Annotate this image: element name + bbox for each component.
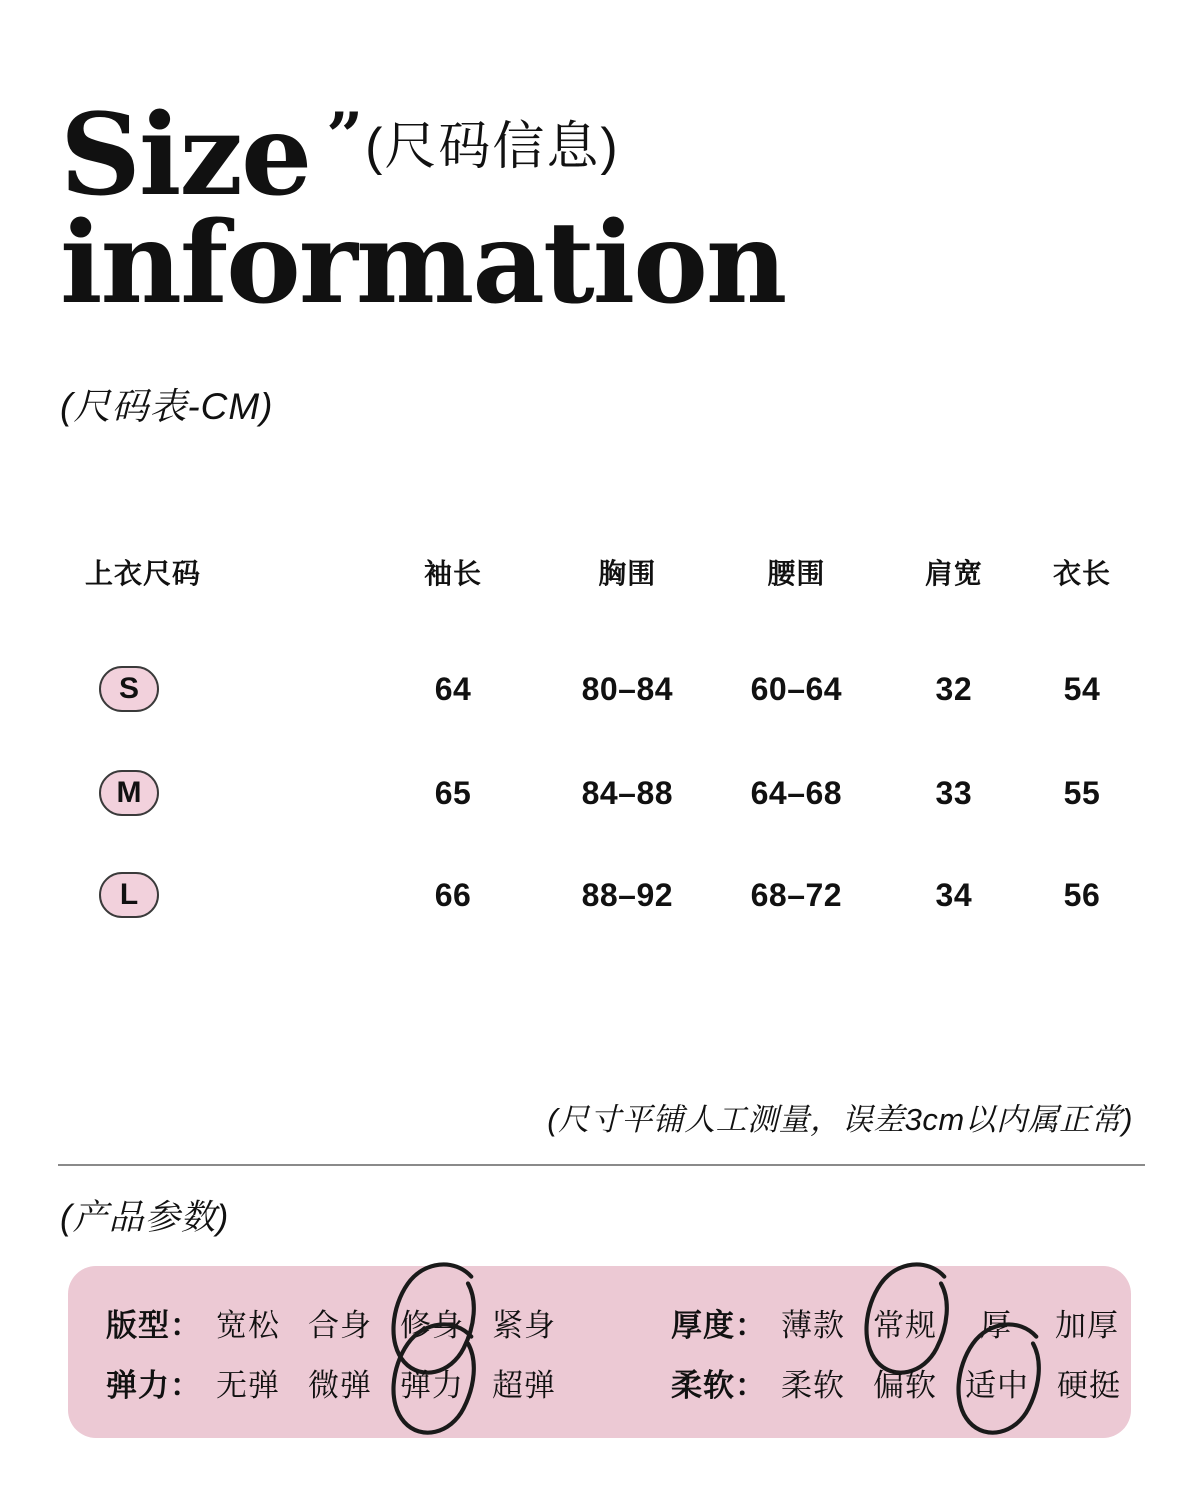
product-parameters-panel bbox=[68, 1266, 1131, 1438]
param-options-stretch bbox=[216, 1360, 556, 1405]
param-group-stretch bbox=[106, 1360, 671, 1405]
param-option: 紧身 bbox=[492, 1307, 556, 1343]
param-option: 厚 bbox=[980, 1307, 1012, 1343]
param-options-thickness bbox=[781, 1300, 1119, 1345]
title-chinese-annotation: (尺码信息) bbox=[365, 118, 620, 176]
column-header-length: 衣长 bbox=[1052, 558, 1111, 589]
param-option: 宽松 bbox=[216, 1307, 280, 1343]
table-row-size-m bbox=[85, 768, 1135, 818]
column-header-size: 上衣尺码 bbox=[85, 558, 202, 589]
cell-bust: 88–92 bbox=[581, 876, 674, 913]
param-group-fit bbox=[106, 1300, 671, 1345]
table-row-size-s bbox=[85, 664, 1135, 714]
param-label-fit: 版型： bbox=[106, 1307, 202, 1343]
cell-waist: 64–68 bbox=[750, 774, 843, 811]
size-badge-cell bbox=[85, 666, 365, 712]
cell-sleeve-length: 66 bbox=[434, 876, 472, 913]
param-option-selected: 弹力 bbox=[400, 1360, 464, 1405]
size-chart-unit-subtitle: (尺码表-CM) bbox=[60, 386, 274, 427]
size-badge-cell bbox=[85, 770, 365, 816]
param-option: 合身 bbox=[308, 1307, 372, 1343]
column-header-waist: 腰围 bbox=[767, 558, 826, 589]
measurement-tolerance-note: (尺寸平铺人工测量，误差3cm以内属正常) bbox=[547, 1102, 1133, 1137]
cell-waist: 60–64 bbox=[750, 670, 843, 707]
column-header-sleeve-length: 袖长 bbox=[424, 558, 483, 589]
param-option: 微弹 bbox=[308, 1367, 372, 1403]
param-option-selected: 修身 bbox=[400, 1300, 464, 1345]
param-option: 薄款 bbox=[781, 1307, 845, 1343]
cell-shoulder: 32 bbox=[935, 670, 973, 707]
cell-waist: 68–72 bbox=[750, 876, 843, 913]
cell-shoulder: 34 bbox=[935, 876, 973, 913]
param-group-softness bbox=[671, 1360, 1121, 1405]
page-title bbox=[60, 90, 786, 329]
param-label-thickness: 厚度： bbox=[671, 1307, 767, 1343]
param-option: 柔软 bbox=[781, 1367, 845, 1403]
cell-length: 54 bbox=[1063, 670, 1101, 707]
cell-bust: 80–84 bbox=[581, 670, 674, 707]
cell-shoulder: 33 bbox=[935, 774, 973, 811]
param-option: 硬挺 bbox=[1057, 1367, 1121, 1403]
product-parameters-title: (产品参数) bbox=[60, 1198, 230, 1237]
cell-length: 56 bbox=[1063, 876, 1101, 913]
cell-length: 55 bbox=[1063, 774, 1101, 811]
quote-mark: ” bbox=[326, 99, 364, 174]
size-badge-m: M bbox=[99, 770, 159, 816]
column-header-shoulder: 肩宽 bbox=[924, 558, 983, 589]
cell-sleeve-length: 65 bbox=[434, 774, 472, 811]
param-group-thickness bbox=[671, 1300, 1121, 1345]
param-label-softness: 柔软： bbox=[671, 1367, 767, 1403]
size-table-header-row bbox=[85, 552, 1135, 592]
column-header-bust: 胸围 bbox=[598, 558, 657, 589]
cell-bust: 84–88 bbox=[581, 774, 674, 811]
param-option-selected: 常规 bbox=[873, 1300, 937, 1345]
param-option: 偏软 bbox=[873, 1367, 937, 1403]
param-options-softness bbox=[781, 1360, 1121, 1405]
param-options-fit bbox=[216, 1300, 556, 1345]
section-divider bbox=[58, 1164, 1145, 1166]
size-badge-s: S bbox=[99, 666, 159, 712]
param-label-stretch: 弹力： bbox=[106, 1367, 202, 1403]
title-line-1 bbox=[60, 90, 785, 221]
param-option: 加厚 bbox=[1055, 1307, 1119, 1343]
param-option: 超弹 bbox=[492, 1367, 556, 1403]
title-english-information: information bbox=[60, 198, 786, 329]
cell-sleeve-length: 64 bbox=[434, 670, 472, 707]
size-badge-l: L bbox=[99, 872, 159, 918]
param-option-selected: 适中 bbox=[965, 1360, 1029, 1405]
table-row-size-l bbox=[85, 870, 1135, 920]
title-chinese-annotation-group bbox=[326, 99, 620, 186]
size-badge-cell bbox=[85, 872, 365, 918]
param-option: 无弹 bbox=[216, 1367, 280, 1403]
title-english-size: Size bbox=[60, 90, 311, 221]
